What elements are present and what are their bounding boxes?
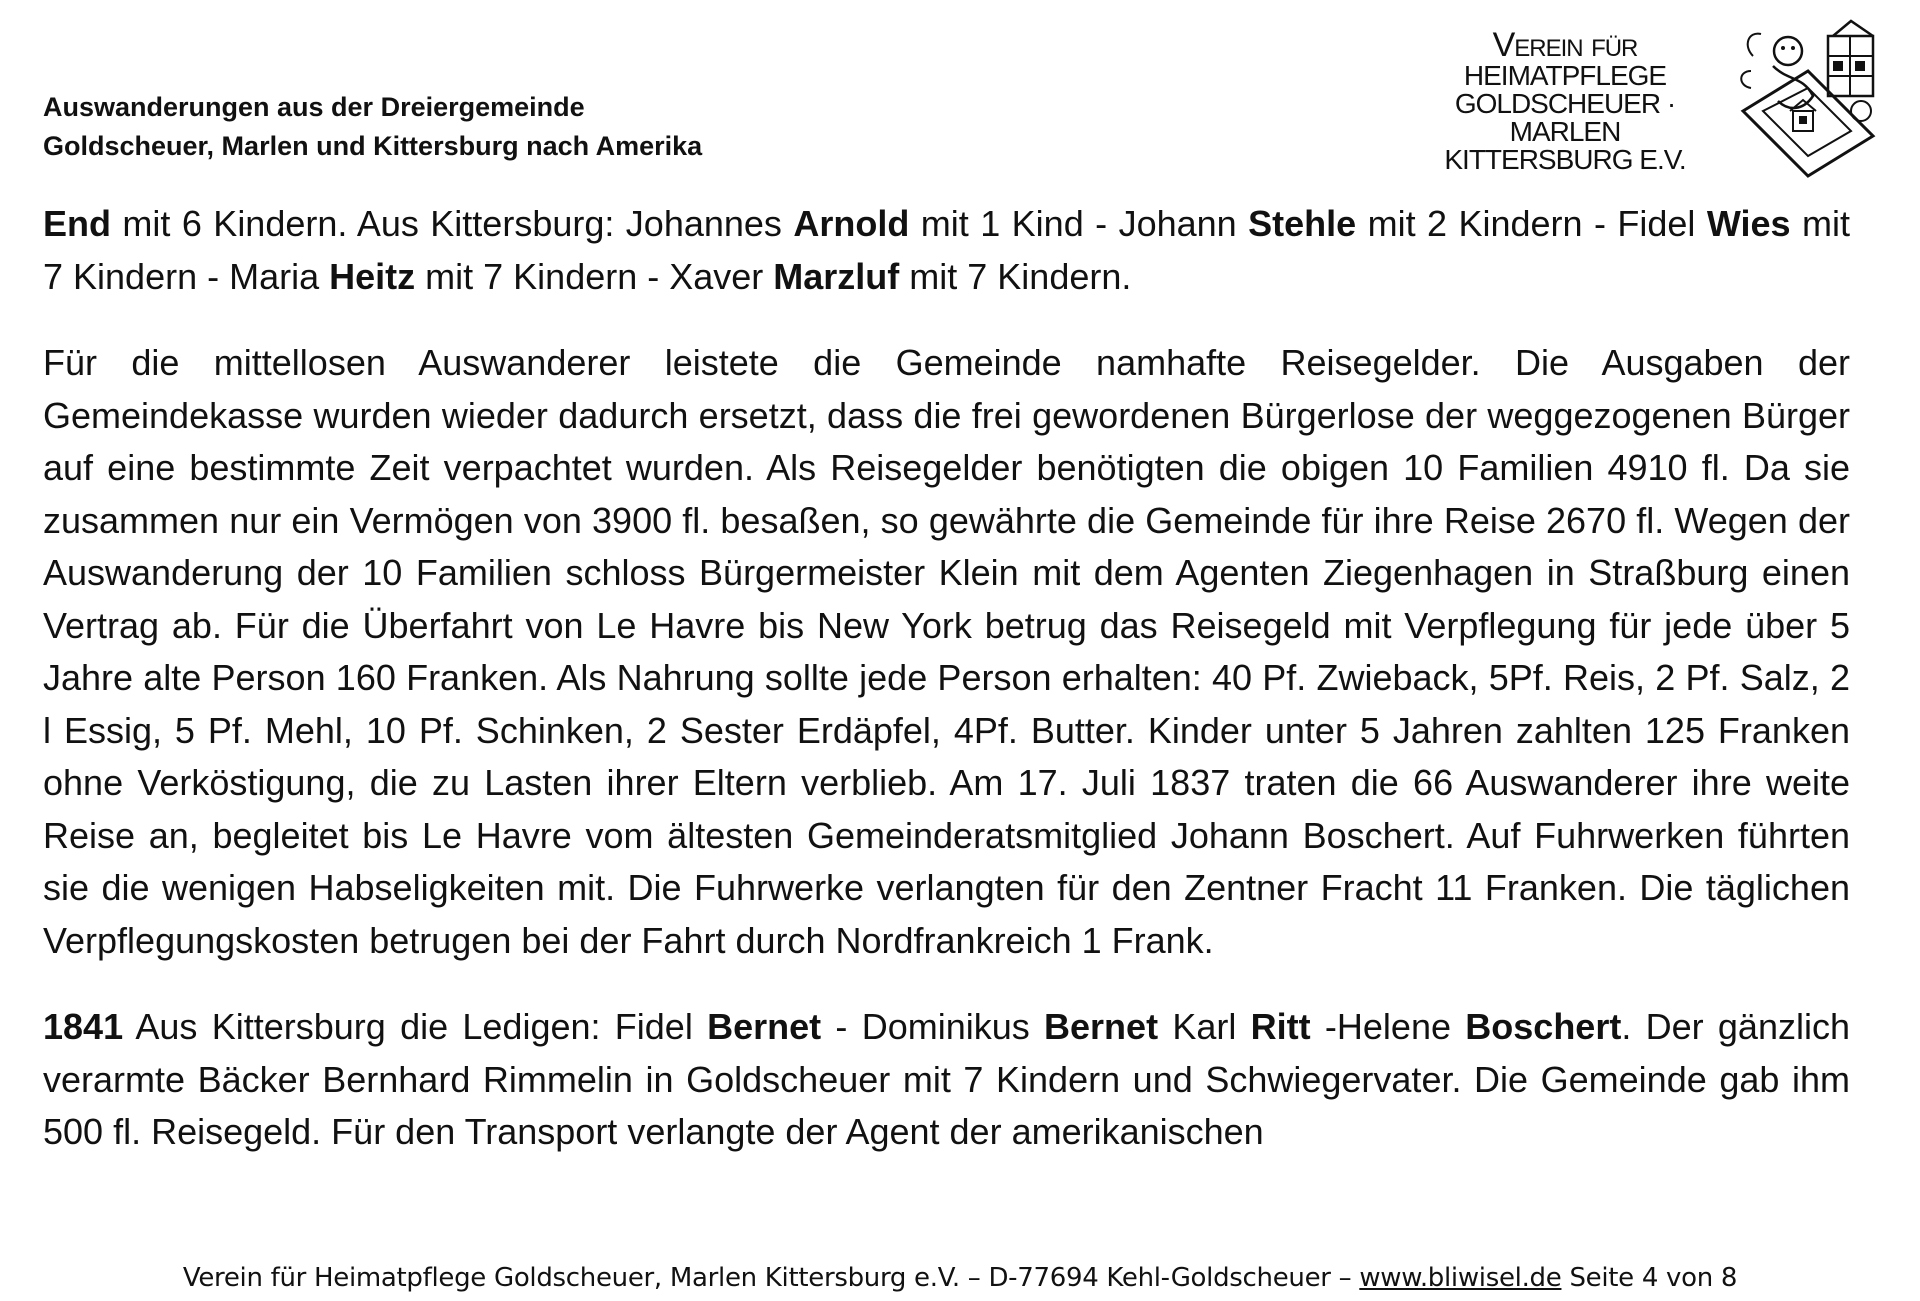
text-run: Für die mittellosen Auswanderer leistete die Gemeinde namhafte Reisegelder. Die Ausgaben der Gemeindekasse wurden wieder dadurch ersetzt, dass die frei gewordenen Bürgerlose der weggezogenen Bürger auf eine bestimmte Zeit verpachtet wurden. Als Reisegelder benötigten die obigen 10 Familien 4910 fl. Da sie zusammen nur ein Vermögen von 3900 fl. besaßen, so gewährte die Gemeinde für ihre Reise 2670 fl. Wegen der Auswanderung der 10 Familien schloss Bürgermeister Klein mit dem Agenten Ziegenhagen in Straßburg einen Vertrag ab. Für die Überfahrt von Le Havre bis New York betrug das Reisegeld mit Verpflegung für jede über 5 Jahre alte Person 160 Franken. Als Nahrung sollte jede Person erhalten: 40 Pf. Zwieback, 5Pf. Reis, 2 Pf. Salz, 2 l Essig, 5 Pf. Mehl, 10 Pf. Schinken, 2 Sester Erdäpfel, 4Pf. Butter. Kinder unter 5 Jahren zahlten 125 Franken ohne Verköstigung, die zu Lasten ihrer Eltern verblieb. Am 17. Juli 1837 traten die 66 Auswanderer ihre weite Reise an, begleitet bis Le Havre vom ältesten Gemeinderatsmitglied Johann Boschert. Auf Fuhrwerken führten sie die wenigen Habseligkeiten mit. Die Fuhrwerke verlangten für den Zentner Fracht 11 Franken. Die täglichen Verpflegungskosten betrugen bei der Fahrt durch Nordfrankreich 1 Frank. bbox=[43, 342, 1850, 961]
logo-line-1: Verein für bbox=[1492, 26, 1638, 64]
logo-line-3: GOLDSCHEUER · MARLEN bbox=[1454, 88, 1676, 147]
text-run: mit 7 Kindern - Xaver bbox=[415, 255, 774, 297]
bold-name: Boschert bbox=[1465, 1006, 1622, 1047]
text-run: mit 1 Kind - Johann bbox=[909, 203, 1249, 244]
heritage-emblem-icon bbox=[1733, 16, 1883, 181]
verein-logo bbox=[1400, 16, 1920, 186]
text-run: mit 6 Kindern. Aus Kittersburg: Johannes bbox=[111, 203, 794, 244]
page-footer bbox=[0, 1263, 1920, 1293]
bold-name: Marzluf bbox=[773, 255, 900, 297]
text-run: mit 7 Kindern - Maria bbox=[43, 203, 1850, 297]
header-line-2: Goldscheuer, Marlen und Kittersburg nach Amerika bbox=[43, 131, 703, 161]
text-run: Karl bbox=[1158, 1006, 1251, 1047]
bold-name: Ritt bbox=[1250, 1006, 1311, 1047]
footer-text: Verein für Heimatpflege Goldscheuer, Marlen Kittersburg e.V. – D-77694 Kehl-Goldscheuer – bbox=[182, 1263, 1360, 1293]
bold-name: Wies bbox=[1706, 203, 1791, 244]
document-body bbox=[43, 198, 1850, 1159]
logo-line-4: KITTERSBURG E.V. bbox=[1444, 144, 1686, 175]
bold-name: End bbox=[43, 203, 111, 244]
paragraph-1 bbox=[43, 198, 1850, 303]
bold-name: Stehle bbox=[1248, 203, 1357, 244]
footer-page-number: Seite 4 von 8 bbox=[1569, 1263, 1738, 1293]
header-line-1: Auswanderungen aus der Dreiergemeinde bbox=[43, 92, 585, 122]
document-header bbox=[43, 88, 943, 166]
bold-name: Heitz bbox=[329, 255, 416, 297]
paragraph-3 bbox=[43, 1001, 1850, 1159]
logo-text bbox=[1400, 28, 1730, 174]
paragraph-2 bbox=[43, 337, 1850, 967]
bold-name: 1841 bbox=[43, 1006, 124, 1047]
text-run: mit 7 Kindern. bbox=[899, 255, 1132, 297]
text-run: -Helene bbox=[1310, 1006, 1466, 1047]
bold-name: Bernet bbox=[1044, 1006, 1159, 1047]
text-run: mit 2 Kindern - Fidel bbox=[1356, 203, 1707, 244]
footer-website-link[interactable]: www.bliwisel.de bbox=[1359, 1263, 1562, 1293]
text-run: . Der gänzlich verarmte Bäcker Bernhard Rimmelin in Goldscheuer mit 7 Kindern und Schwiegervater. Die Gemeinde gab ihm 500 fl. Reisegeld. Für den Transport verlangte der Agent der amerikanischen bbox=[43, 1006, 1850, 1152]
text-run: - Dominikus bbox=[821, 1006, 1045, 1047]
text-run: Aus Kittersburg die Ledigen: Fidel bbox=[123, 1006, 708, 1047]
bold-name: Arnold bbox=[793, 203, 910, 244]
bold-name: Bernet bbox=[707, 1006, 822, 1047]
logo-line-2: HEIMATPFLEGE bbox=[1463, 60, 1667, 91]
